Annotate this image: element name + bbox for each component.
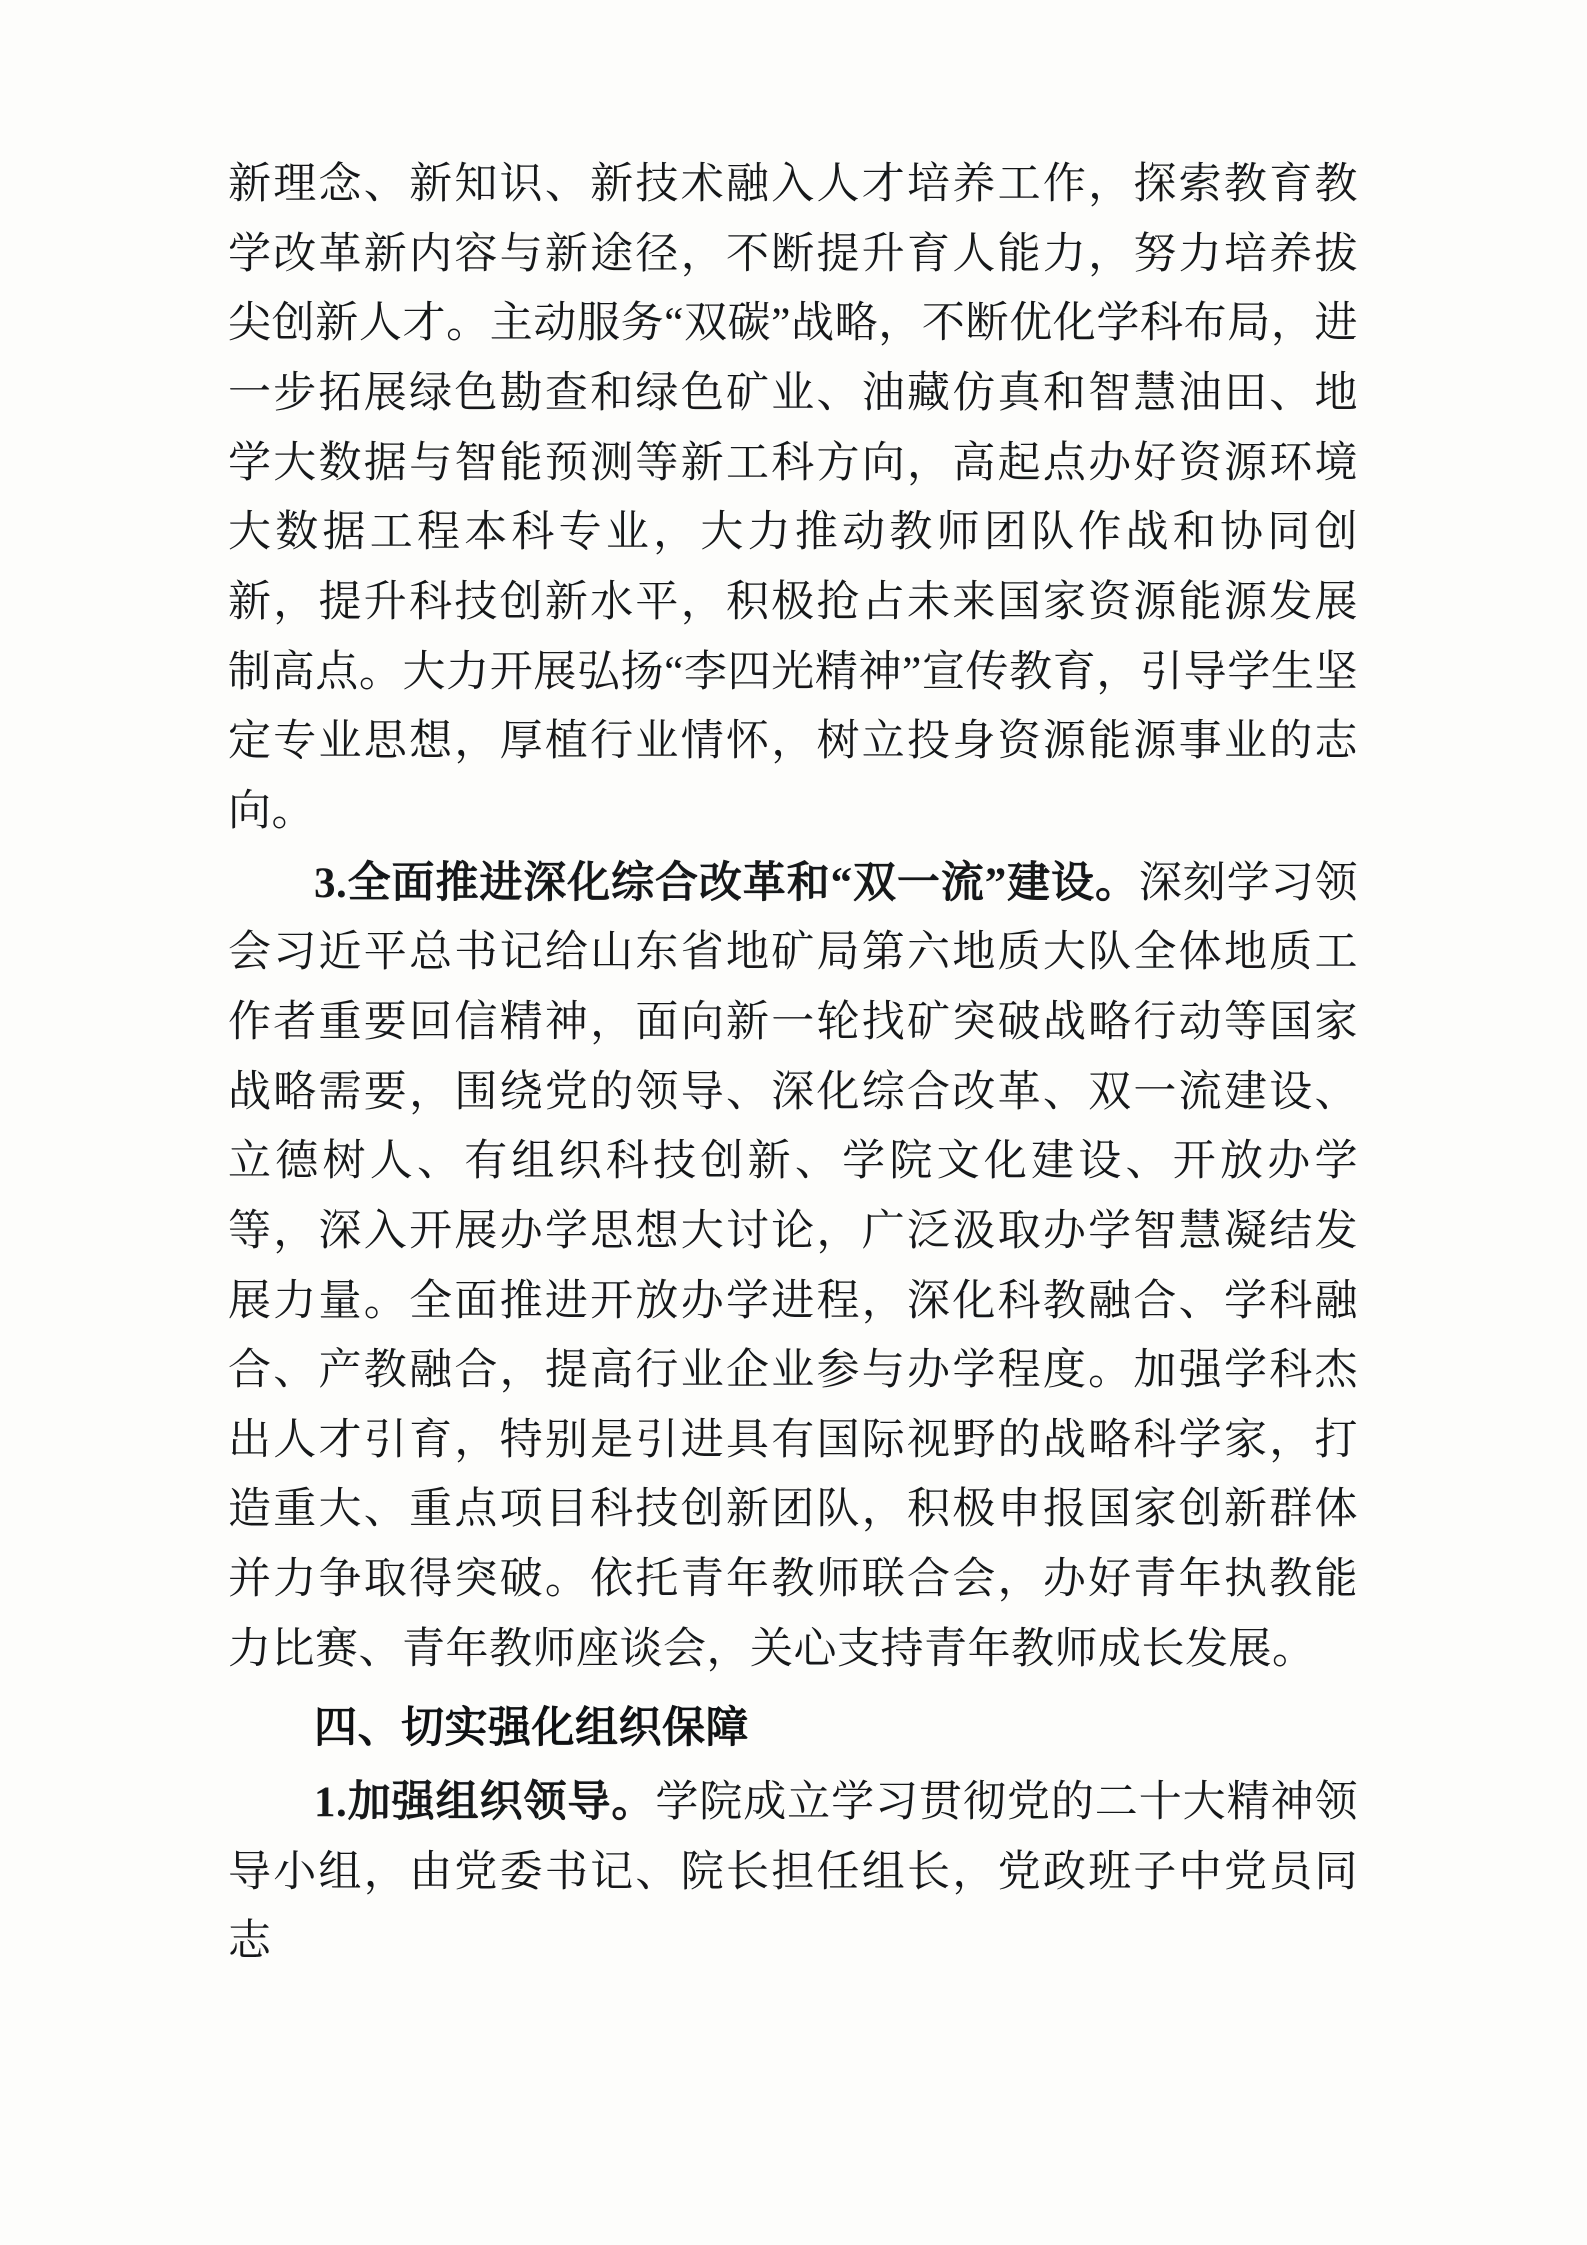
paragraph-continuation (228, 150, 1358, 847)
paragraph-item-3 (228, 849, 1358, 1685)
paragraph-item-3-lead: 3.全面推进深化综合改革和“双一流”建设。 (314, 859, 1139, 907)
page-text-column (228, 150, 1358, 1979)
paragraph-continuation-text: 新理念、新知识、新技术融入人才培养工作，探索教育教学改革新内容与新途径，不断提升育人能力，努力培养拔尖创新人才。主动服务“双碳”战略，不断优化学科布局，进一步拓展绿色勘查和绿色矿业、油藏仿真和智慧油田、地学大数据与智能预测等新工科方向，高起点办好资源环境大数据工程本科专业，大力推动教师团队作战和协同创新，提升科技创新水平，积极抢占未来国家资源能源发展制高点。大力开展弘扬“李四光精神”宣传教育，引导学生坚定专业思想，厚植行业情怀，树立投身资源能源事业的志向。 (228, 161, 1358, 835)
paragraph-item-1-text: 学院成立学习贯彻党的二十大精神领导小组，由党委书记、院长担任组长，党政班子中党员同志 (228, 1779, 1358, 1966)
paragraph-item-3-text: 深刻学习领会习近平总书记给山东省地矿局第六地质大队全体地质工作者重要回信精神，面向新一轮找矿突破战略行动等国家战略需要，围绕党的领导、深化综合改革、双一流建设、立德树人、有组织科技创新、学院文化建设、开放办学等，深入开展办学思想大讨论，广泛汲取办学智慧凝结发展力量。全面推进开放办学进程，深化科教融合、学科融合、产教融合，提高行业企业参与办学程度。加强学科杰出人才引育，特别是引进具有国际视野的战略科学家，打造重大、重点项目科技创新团队，积极申报国家创新群体并力争取得突破。依托青年教师联合会，办好青年执教能力比赛、青年教师座谈会，关心支持青年教师成长发展。 (228, 859, 1358, 1673)
paragraph-item-1 (228, 1768, 1358, 1977)
paragraph-item-1-lead: 1.加强组织领导。 (314, 1779, 656, 1827)
section-heading-four: 四、切实强化组织保障 (314, 1705, 749, 1753)
